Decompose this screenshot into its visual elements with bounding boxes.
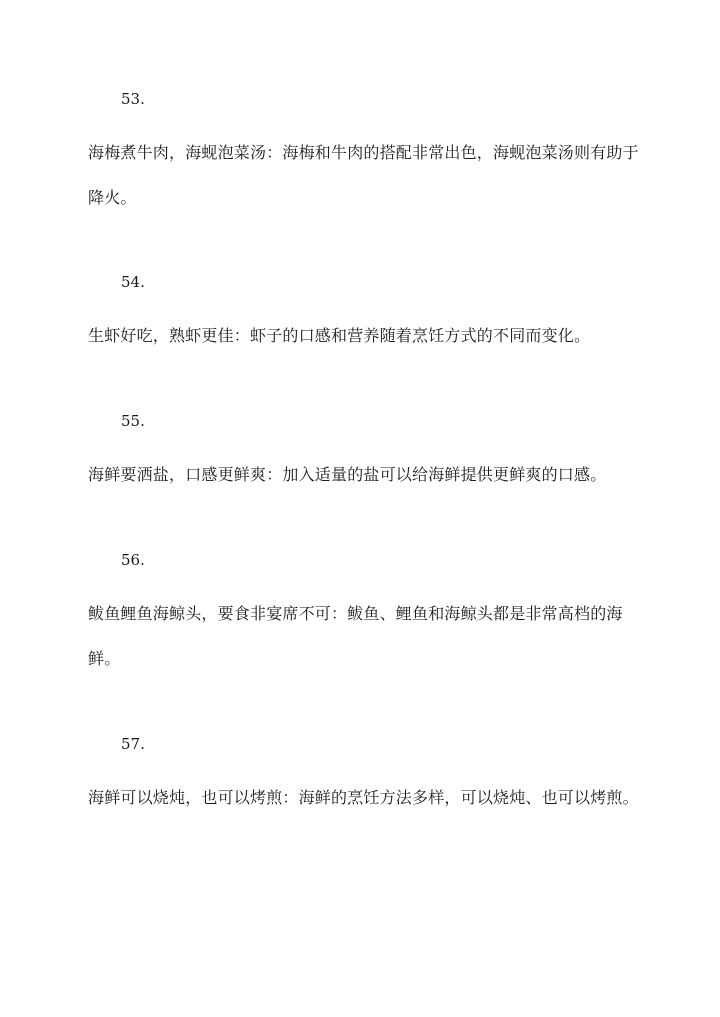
list-item [88, 271, 648, 358]
item-number: 55. [121, 412, 145, 430]
item-number: 53. [121, 90, 145, 108]
item-number: 54. [121, 273, 145, 291]
item-text: 生虾好吃，熟虾更佳：虾子的口感和营养随着烹饪方式的不同而变化。 [88, 326, 591, 345]
item-number: 57. [121, 735, 145, 753]
list-item [88, 88, 648, 220]
item-text: 海鲜可以烧炖，也可以烤煎：海鲜的烹饪方法多样，可以烧炖、也可以烤煎。 [88, 788, 639, 807]
item-text: 海鲜要洒盐，口感更鲜爽：加入适量的盐可以给海鲜提供更鲜爽的口感。 [88, 465, 607, 484]
list-item [88, 410, 648, 497]
item-text: 海梅煮牛肉，海蚬泡菜汤：海梅和牛肉的搭配非常出色，海蚬泡菜汤则有助于降火。 [88, 143, 639, 207]
item-text: 鲅鱼鲤鱼海鲸头，要食非宴席不可：鲅鱼、鲤鱼和海鲸头都是非常高档的海鲜。 [88, 604, 623, 668]
item-number: 56. [121, 551, 145, 569]
list-item [88, 733, 648, 820]
list-item [88, 549, 648, 681]
